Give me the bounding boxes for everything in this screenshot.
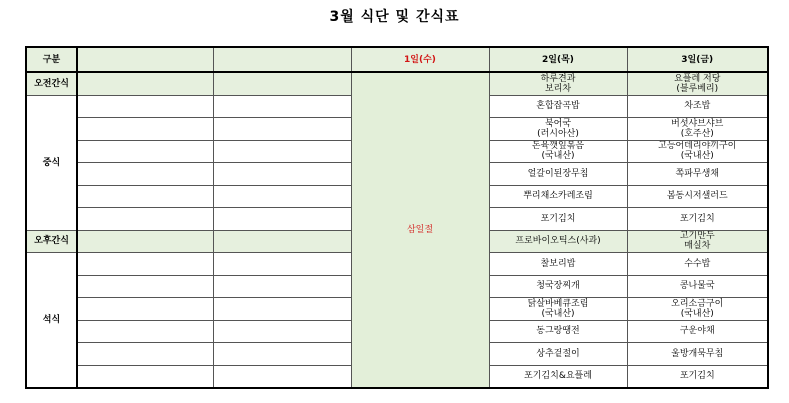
day3-menu [627,163,768,186]
day3-menu-line: 매실차 [684,241,711,252]
day2-menu-line: 혼합잡곡밥 [536,101,580,112]
day2-menu-line: 포기김치 [540,213,576,224]
empty-cell [213,275,351,298]
day3-menu-line: 차조밥 [684,101,711,112]
day3-menu [627,118,768,141]
day3-menu-line: (호주산) [680,128,714,139]
day3-menu-line: 콩나물국 [679,281,715,292]
empty-cell [213,140,351,163]
day3-menu-line: 쪽파무생채 [675,168,719,179]
day2-menu [489,163,627,186]
empty-cell [77,95,213,118]
section-dinner: 석식 [26,253,77,389]
day3-menu-line: 울방개묵무침 [671,348,724,359]
day2-menu [489,95,627,118]
header-empty-2 [213,47,351,72]
day2-menu [489,208,627,231]
empty-cell [77,118,213,141]
day2-menu [489,118,627,141]
day2-menu-line: 하루견과 [540,73,576,84]
empty-cell [213,343,351,366]
day3-menu-line: 요플레 저당 [674,73,721,84]
day3-menu-line: 포기김치 [679,213,715,224]
header-day3: 3일(금) [627,47,768,72]
day2-menu [489,298,627,321]
day3-menu-line: 오리소금구이 [671,298,724,309]
day2-menu-line: 포기김치&요플레 [524,371,592,382]
day3-menu [627,253,768,276]
empty-cell [77,343,213,366]
section-morning-snack: 오전간식 [26,72,77,95]
day2-menu-line: 얼갈이된장무침 [527,168,589,179]
menu-table [25,46,769,389]
empty-cell [77,208,213,231]
empty-cell [213,95,351,118]
empty-cell [77,253,213,276]
empty-cell [213,253,351,276]
empty-cell [213,163,351,186]
day3-menu [627,208,768,231]
header-day1: 1일(수) [351,47,489,72]
day2-menu-line: 찰보리밥 [540,258,576,269]
day3-menu-line: 고등어데리야끼구이 [658,141,737,152]
day2-menu [489,72,627,95]
day2-menu-line: 동그랑땡전 [536,326,580,337]
day2-menu [489,253,627,276]
section-lunch: 중식 [26,95,77,230]
empty-cell [213,72,351,95]
empty-cell [77,275,213,298]
empty-cell [77,298,213,321]
empty-cell [213,185,351,208]
day2-menu-line: 뿌리채소카레조림 [523,191,593,202]
day3-menu [627,230,768,253]
empty-cell [77,185,213,208]
day2-menu [489,230,627,253]
day3-menu [627,72,768,95]
day3-menu-line: 구운야채 [679,326,715,337]
holiday-cell: 삼일절 [351,72,489,388]
header-label: 구분 [26,47,77,72]
empty-cell [77,140,213,163]
day3-menu [627,140,768,163]
day2-menu-line: (국내산) [541,308,575,319]
day2-menu [489,140,627,163]
day3-menu-line: 버섯샤브샤브 [671,118,724,129]
day2-menu-line: (국내산) [541,151,575,162]
day2-menu [489,365,627,388]
day2-menu [489,343,627,366]
day3-menu-line: 봄동시저샐러드 [666,191,728,202]
day2-menu-line: 프로바이오틱스(사과) [515,236,601,247]
day2-menu [489,275,627,298]
day3-menu-line: (블루베리) [676,83,719,94]
empty-cell [77,320,213,343]
empty-cell [213,320,351,343]
day2-menu-line: 닭살바베큐조림 [527,298,589,309]
empty-cell [213,208,351,231]
empty-cell [77,230,213,253]
day2-menu [489,185,627,208]
page-title: 3월 식단 및 간식표 [329,9,460,25]
day3-menu-line: (국내산) [680,151,714,162]
day3-menu-line: (국내산) [680,308,714,319]
empty-cell [77,163,213,186]
empty-cell [213,230,351,253]
day3-menu [627,343,768,366]
day2-menu-line: 보리차 [544,83,572,94]
day3-menu [627,95,768,118]
day3-menu [627,320,768,343]
day2-menu-line: 북어국 [544,118,572,129]
day2-menu-line: 상추겉절이 [536,348,580,359]
day2-menu-line: (러시아산) [537,128,579,139]
empty-cell [77,72,213,95]
menu-table-body [26,47,768,388]
day3-menu [627,275,768,298]
day2-menu-line: 청국장찌개 [536,281,580,292]
day3-menu-line: 고기만두 [679,231,715,242]
morning-snack-row [26,72,768,95]
empty-cell [213,118,351,141]
day3-menu [627,298,768,321]
day3-menu-line: 수수밥 [684,258,711,269]
day2-menu [489,320,627,343]
section-afternoon-snack: 오후간식 [26,230,77,253]
empty-cell [213,298,351,321]
day3-menu-line: 포기김치 [679,371,715,382]
day2-menu-line: 돈육깻잎볶음 [531,141,585,152]
day3-menu [627,365,768,388]
empty-cell [77,365,213,388]
header-row [26,47,768,72]
empty-cell [213,365,351,388]
day3-menu [627,185,768,208]
header-empty-1 [77,47,213,72]
header-day2: 2일(목) [489,47,627,72]
